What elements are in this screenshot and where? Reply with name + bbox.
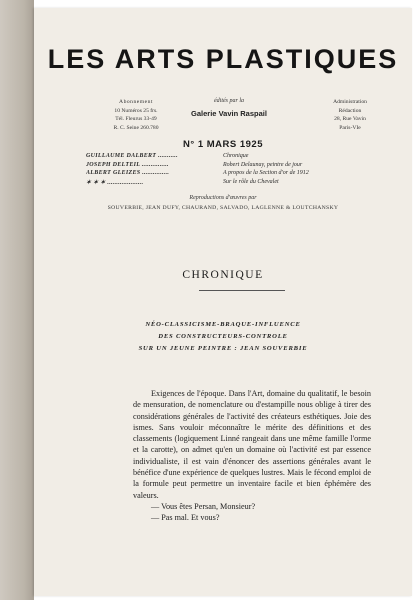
section-title: CHRONIQUE bbox=[182, 269, 264, 281]
toc-author: ✶ ✶ ✶ .................... bbox=[86, 179, 144, 186]
masthead-left-line: 10 Numéros 25 frs. bbox=[114, 107, 158, 114]
toc-row bbox=[86, 170, 386, 179]
subhead-line: NÉO-CLASSICISME-BRAQUE-INFLUENCE bbox=[145, 321, 301, 328]
masthead-right-line: Administration bbox=[333, 99, 367, 105]
masthead-publisher bbox=[169, 98, 289, 118]
dialogue-line: — Pas mal. Et vous? bbox=[151, 513, 220, 523]
background-strip bbox=[0, 0, 34, 600]
subhead-line: DES CONSTRUCTEURS-CONTROLE bbox=[158, 333, 288, 340]
masthead-right-line: Paris-VIe bbox=[339, 124, 361, 131]
toc-title: A propos de la Section d'or de 1912 bbox=[223, 170, 309, 176]
toc-author: ALBERT GLEIZES ............... bbox=[86, 170, 170, 176]
masthead-right-line: Rédaction bbox=[338, 107, 362, 114]
table-of-contents bbox=[86, 153, 386, 187]
toc-row bbox=[86, 153, 386, 162]
masthead-right-line: 28, Rue Vavin bbox=[334, 116, 366, 122]
document-page bbox=[34, 8, 412, 596]
dialogue-line: — Vous êtes Persan, Monsieur? bbox=[151, 501, 256, 511]
subhead-line: SUR UN JEUNE PEINTRE : JEAN SOUVERBIE bbox=[138, 345, 308, 352]
toc-title: Chronique bbox=[223, 153, 249, 159]
body-paragraph: Exigences de l'époque. Dans l'Art, domaine du qualitatif, le besoin de mensuration, de nomenclature ou d'estampille nous oblige à tirer des considérations générales de l'activité des créateurs esthétiques. Joie des ismes. Sans vouloir méconnaître le mérite des définitions et des classements (logiquement Linné rangeait dans une même famille l'orme et la carotte), on admet qu'en un domaine où l'activité est par essence individualiste, il est vain d'énoncer des assertions générales avant le bénéfice d'une expérience de quelques lustres. Mais le fécond emploi de la formule peut permettre un inventaire facile et bien éphémère des valeurs. bbox=[133, 389, 371, 500]
masthead-left-line: Abonnement bbox=[119, 99, 153, 105]
gallery-name: Galerie Vavin Raspail bbox=[191, 109, 267, 118]
edited-by-label: édités par la bbox=[214, 98, 244, 104]
masthead-administration bbox=[300, 98, 400, 132]
issue-number: N° 1 MARS 1925 bbox=[183, 139, 263, 150]
reproductions-label: Reproductions d'œuvres par bbox=[189, 195, 257, 201]
section-subhead bbox=[34, 319, 412, 355]
masthead-left-line: R. C. Seine 260.780 bbox=[113, 124, 159, 131]
toc-author: GUILLAUME DALBERT ........... bbox=[86, 153, 178, 159]
toc-title: Sur le rôle du Chevalet bbox=[223, 178, 279, 185]
toc-title: Robert Delaunay, peintre de jour bbox=[223, 161, 303, 168]
section-rule bbox=[199, 290, 285, 291]
toc-row bbox=[86, 162, 386, 171]
toc-author: JOSEPH DELTEIL ............... bbox=[86, 161, 169, 168]
article-body bbox=[133, 388, 371, 524]
masthead-left-line: Tél. Fleurus 33-49 bbox=[115, 116, 157, 122]
toc-row bbox=[86, 179, 386, 188]
journal-title: LES ARTS PLASTIQUES bbox=[47, 44, 399, 74]
reproductions-artists: SOUVERBIE, JEAN DUFY, CHAURAND, SALVADO, LAGLENNE & LOUTCHANSKY bbox=[107, 205, 339, 211]
